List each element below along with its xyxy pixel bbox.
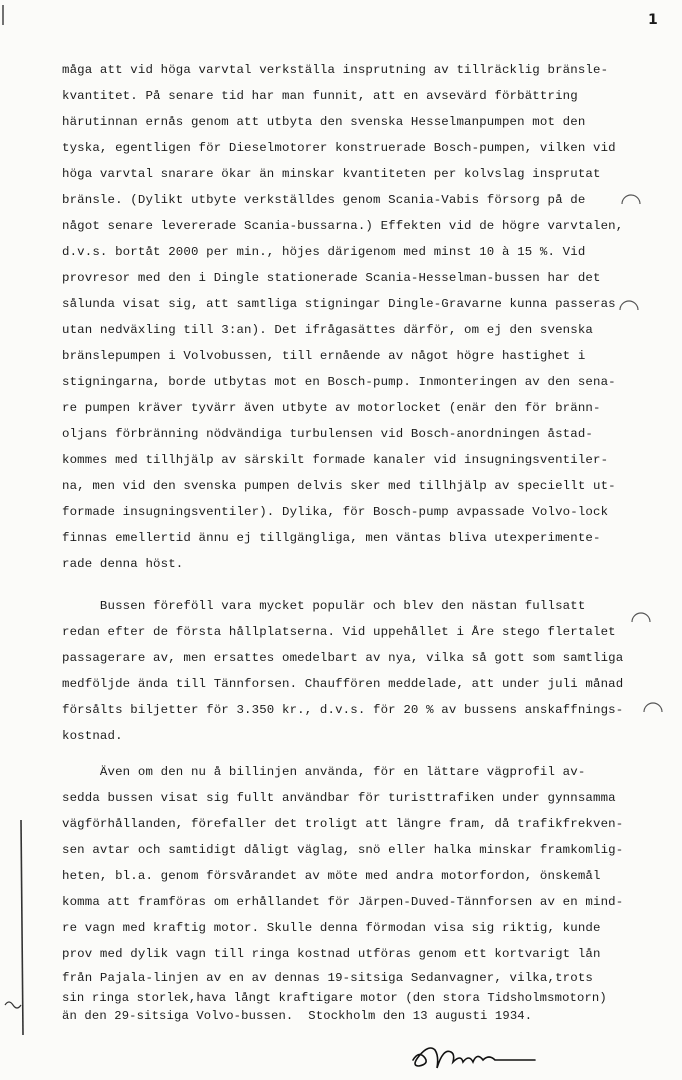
text-line: formade insugningsventiler). Dylika, för Bosch-pump avpassade Volvo-lock <box>62 505 609 519</box>
text-line: Även om den nu å billinjen använda, för en lättare vägprofil av- <box>62 765 586 779</box>
text-line: medföljde ända till Tännforsen. Chauffören meddelade, att under juli månad <box>62 677 624 691</box>
text-line: finnas emellertid ännu ej tillgängliga, men väntas bliva utexperimente- <box>62 531 601 545</box>
text-line: oljans förbränning nödvändiga turbulensen vid Bosch-anordningen åstad- <box>62 427 593 441</box>
text-line: försålts biljetter för 3.350 kr., d.v.s. för 20 % av bussens anskaffnings- <box>62 703 624 717</box>
text-line: utan nedväxling till 3:an). Det ifrågasättes därför, om ej den svenska <box>62 323 593 337</box>
text-line: än den 29-sitsiga Volvo-bussen. Stockholm den 13 augusti 1934. <box>62 1009 533 1023</box>
text-line: kvantitet. På senare tid har man funnit, att en avsevärd förbättring <box>62 89 578 103</box>
page-number: 1 <box>648 12 658 28</box>
text-line: prov med dylik vagn till ringa kostnad utföras genom ett kortvarigt lån <box>62 947 601 961</box>
text-line: komma att framföras om erhållandet för Järpen-Duved-Tännforsen av en mind- <box>62 895 624 909</box>
text-line: re vagn med kraftig motor. Skulle denna förmodan visa sig riktig, kunde <box>62 921 601 935</box>
text-line: kostnad. <box>62 729 123 743</box>
text-line: bränsle. (Dylikt utbyte verkställdes genom Scania-Vabis försorg på de <box>62 193 586 207</box>
text-line: redan efter de första hållplatserna. Vid uppehållet i Åre stego flertalet <box>62 625 616 639</box>
text-line: måga att vid höga varvtal verkställa insprutning av tillräcklig bränsle- <box>62 63 609 77</box>
text-line: re pumpen kräver tyvärr även utbyte av motorlocket (enär den för bränn- <box>62 401 601 415</box>
margin-mark-graphic <box>0 0 26 1080</box>
text-line: sin ringa storlek,hava långt kraftigare motor (den stora Tidsholmsmotorn) <box>62 991 607 1005</box>
text-line: sålunda visat sig, att samtliga stigningar Dingle-Gravarne kunna passeras <box>62 297 616 311</box>
text-line: d.v.s. bortåt 2000 per min., höjes därigenom med minst 10 à 15 %. Vid <box>62 245 586 259</box>
text-line: provresor med den i Dingle stationerade Scania-Hesselman-bussen har det <box>62 271 601 285</box>
text-line: sedda bussen visat sig fullt användbar för turisttrafiken under gynnsamma <box>62 791 616 805</box>
text-line: passagerare av, men ersattes omedelbart av nya, vilka så gott som samtliga <box>62 651 624 665</box>
handwritten-signature <box>405 1032 555 1072</box>
text-line: tyska, egentligen för Dieselmotorer konstruerade Bosch-pumpen, vilken vid <box>62 141 616 155</box>
text-line: rade denna höst. <box>62 557 184 571</box>
text-line: vägförhållanden, förefaller det troligt att längre fram, då trafikfrekven- <box>62 817 624 831</box>
text-line: härutinnan ernås genom att utbyta den svenska Hesselmanpumpen mot den <box>62 115 586 129</box>
text-line: bränslepumpen i Volvobussen, till ernående av något högre hastighet i <box>62 349 586 363</box>
text-line: kommes med tillhjälp av särskilt formade kanaler vid insugningsventiler- <box>62 453 609 467</box>
text-line: från Pajala-linjen av en av dennas 19-sitsiga Sedanvagner, vilka,trots <box>62 971 593 985</box>
text-line: höga varvtal snarare ökar än minskar kvantiteten per kolvslag insprutat <box>62 167 601 181</box>
text-line: Bussen föreföll vara mycket populär och blev den nästan fullsatt <box>62 599 586 613</box>
text-line: na, men vid den svenska pumpen delvis sker med tillhjälp av speciellt ut- <box>62 479 616 493</box>
text-line: något senare levererade Scania-bussarna.) Effekten vid de högre varvtalen, <box>62 219 624 233</box>
text-line: sen avtar och samtidigt dåligt väglag, snö eller halka minskar framkomlig- <box>62 843 624 857</box>
punch-hole-marks <box>600 180 682 740</box>
text-line: stigningarna, borde utbytas mot en Bosch-pump. Inmonteringen av den sena- <box>62 375 616 389</box>
text-line: heten, bl.a. genom försvårandet av möte med andra motorfordon, önskemål <box>62 869 601 883</box>
